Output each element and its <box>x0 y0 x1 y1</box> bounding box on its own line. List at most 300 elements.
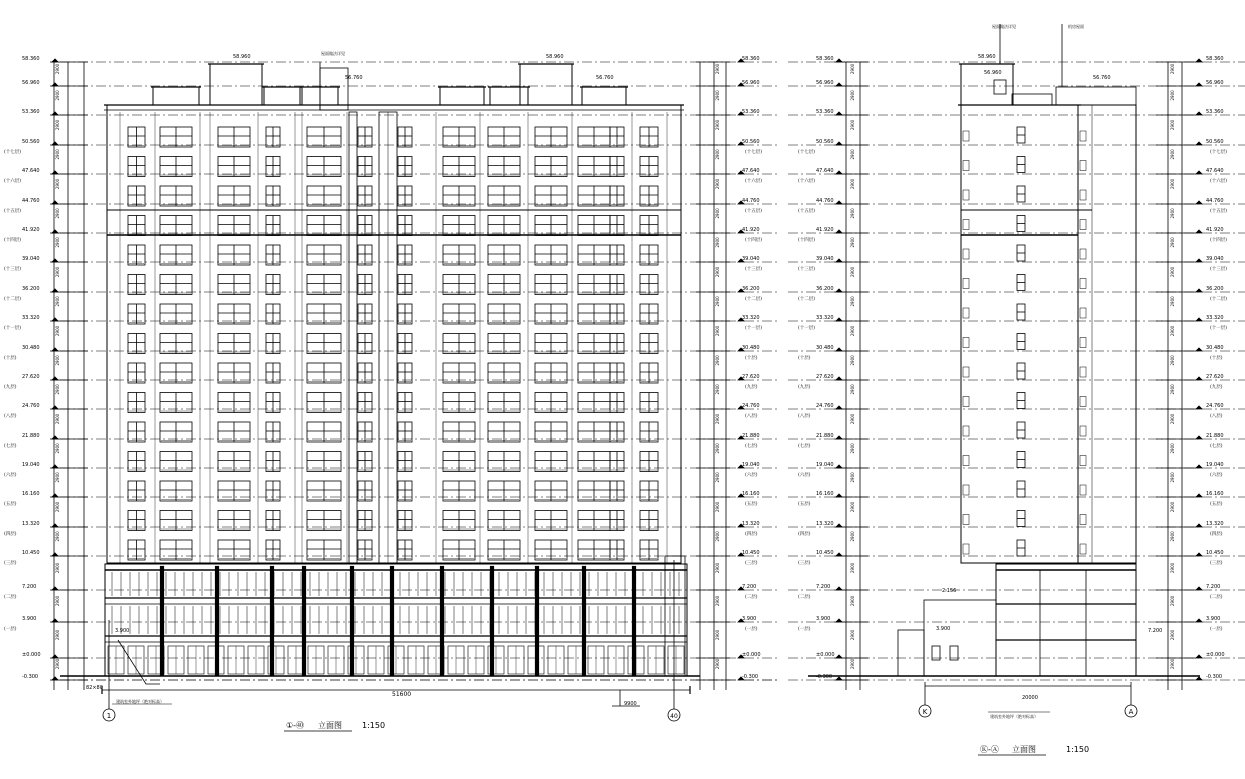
floor-tag: (一层) <box>745 627 758 632</box>
dim-text: 2900 <box>55 413 60 424</box>
svg-text:立面图: 立面图 <box>1012 745 1036 754</box>
dim-text: 2900 <box>850 595 855 606</box>
front-bottom-note: 建筑室外地坪（绝对标高） <box>116 699 164 704</box>
floor-tag: (八层) <box>4 414 17 419</box>
window <box>398 511 412 531</box>
side-corner-window <box>963 161 969 171</box>
dim-text: 2900 <box>850 63 855 74</box>
dim-text: 2900 <box>55 266 60 277</box>
level-marker <box>52 377 58 380</box>
floor-tag: (八层) <box>798 414 811 419</box>
side-machine-window <box>994 80 1006 94</box>
window <box>640 127 658 147</box>
dim-text: 2900 <box>55 384 60 395</box>
floor-tag: (三层) <box>798 561 811 566</box>
level-label: 39.040 <box>1206 256 1224 262</box>
podium-column <box>302 566 306 676</box>
side-corner-window <box>963 456 969 466</box>
side-corner-window <box>963 279 969 289</box>
dim-text: 2900 <box>1170 658 1175 669</box>
level-label: 7.200 <box>816 584 831 590</box>
floor-tag: (十六层) <box>1210 179 1228 184</box>
dim-text: 2900 <box>715 208 720 219</box>
floor-tag: (五层) <box>1210 502 1223 507</box>
window <box>160 275 192 295</box>
window <box>535 127 567 147</box>
window <box>218 127 250 147</box>
dim-text: 2900 <box>850 119 855 130</box>
level-marker <box>1196 587 1202 590</box>
side-callout-note-a: 屋面做法详见 <box>992 24 1016 29</box>
side-entry <box>898 630 924 676</box>
level-label: 3.900 <box>742 616 757 622</box>
window <box>610 216 624 236</box>
window <box>610 275 624 295</box>
level-label: 30.480 <box>22 345 40 351</box>
window <box>610 540 624 560</box>
roof-parapet <box>153 87 199 105</box>
window <box>488 334 520 354</box>
window <box>535 304 567 324</box>
level-marker <box>1196 655 1202 658</box>
window <box>266 452 280 472</box>
floor-tag: (五层) <box>4 502 17 507</box>
floor-tag: (九层) <box>4 385 17 390</box>
level-label: 21.880 <box>742 433 760 439</box>
level-marker <box>52 465 58 468</box>
dim-text: 2900 <box>850 413 855 424</box>
dim-text: 2900 <box>1170 562 1175 573</box>
roof-parapet <box>582 87 626 105</box>
svg-text:K: K <box>922 708 928 716</box>
level-marker <box>52 289 58 292</box>
window <box>160 481 192 501</box>
dim-text: 2900 <box>715 384 720 395</box>
dim-text: 2900 <box>1170 178 1175 189</box>
level-marker <box>1196 230 1202 233</box>
window <box>535 186 567 206</box>
window <box>578 393 610 413</box>
level-marker <box>52 524 58 527</box>
window <box>398 540 412 560</box>
window <box>640 511 658 531</box>
dim-text: 2900 <box>715 355 720 366</box>
side-podium-elev-b: 3.900 <box>936 626 951 632</box>
window <box>128 363 145 383</box>
level-marker <box>836 553 842 556</box>
side-corner-window <box>1080 131 1086 141</box>
level-marker <box>836 259 842 262</box>
dim-text: 2900 <box>715 472 720 483</box>
window <box>358 127 372 147</box>
side-corner-window <box>1080 220 1086 230</box>
window <box>307 275 341 295</box>
front-roof-elev-c: 56.760 <box>345 75 363 81</box>
dim-text: 2900 <box>55 208 60 219</box>
side-corner-window <box>963 190 969 200</box>
level-label: 36.200 <box>742 286 760 292</box>
level-marker <box>836 677 842 680</box>
level-label: 39.040 <box>816 256 834 262</box>
window <box>443 511 475 531</box>
dim-text: 2900 <box>55 501 60 512</box>
floor-tag: (十三层) <box>798 267 816 272</box>
floor-tag: (十三层) <box>1210 267 1228 272</box>
window <box>307 127 341 147</box>
podium-column <box>440 566 444 676</box>
window <box>160 334 192 354</box>
window <box>266 216 280 236</box>
level-marker <box>836 230 842 233</box>
window <box>535 422 567 442</box>
level-marker <box>52 619 58 622</box>
level-marker <box>52 142 58 145</box>
level-label: 50.560 <box>742 139 760 145</box>
window <box>443 157 475 177</box>
front-dim-bottom-left: 82×80 <box>86 685 103 691</box>
level-marker <box>836 377 842 380</box>
front-axis-bubble-right <box>668 709 680 721</box>
window <box>488 275 520 295</box>
level-marker <box>1196 83 1202 86</box>
side-roof-wing <box>1056 87 1136 105</box>
window <box>266 157 280 177</box>
dim-text: 2900 <box>1170 384 1175 395</box>
level-marker <box>836 112 842 115</box>
svg-text:Ⓚ-Ⓐ: Ⓚ-Ⓐ <box>980 745 999 754</box>
level-marker <box>52 655 58 658</box>
level-label: 7.200 <box>1206 584 1221 590</box>
floor-tag: (六层) <box>4 473 17 478</box>
window <box>488 511 520 531</box>
dim-text: 2900 <box>1170 119 1175 130</box>
window <box>443 540 475 560</box>
level-label: 30.480 <box>742 345 760 351</box>
floor-tag: (四层) <box>4 532 17 537</box>
window <box>610 157 624 177</box>
floor-tag: (十五层) <box>1210 209 1228 214</box>
window <box>443 481 475 501</box>
dim-text: 2900 <box>1170 149 1175 160</box>
window <box>128 422 145 442</box>
dim-text: 2900 <box>850 237 855 248</box>
dim-text: 2900 <box>715 237 720 248</box>
level-label: 19.040 <box>816 462 834 468</box>
side-roof-step <box>1012 94 1052 105</box>
dim-text: 2900 <box>55 149 60 160</box>
side-corner-window <box>963 426 969 436</box>
window <box>128 334 145 354</box>
level-label: 47.640 <box>816 168 834 174</box>
dim-text: 2900 <box>55 325 60 336</box>
dim-text: 2900 <box>55 443 60 454</box>
dim-text: 2900 <box>1170 595 1175 606</box>
window <box>307 186 341 206</box>
floor-tag: (三层) <box>4 561 17 566</box>
level-marker <box>836 142 842 145</box>
level-label: 41.920 <box>816 227 834 233</box>
window <box>358 481 372 501</box>
level-label: 3.900 <box>816 616 831 622</box>
side-corner-window <box>1080 161 1086 171</box>
window <box>578 186 610 206</box>
window <box>640 275 658 295</box>
dim-text: 2900 <box>715 266 720 277</box>
window <box>640 481 658 501</box>
svg-text:立面图: 立面图 <box>318 721 342 730</box>
window <box>307 334 341 354</box>
level-label: 13.320 <box>1206 521 1224 527</box>
level-label: 24.760 <box>742 403 760 409</box>
window <box>128 540 145 560</box>
dim-text: 2900 <box>850 562 855 573</box>
window <box>535 540 567 560</box>
level-label: 16.160 <box>742 491 760 497</box>
side-total-width: 20000 <box>1022 695 1038 701</box>
window <box>488 157 520 177</box>
level-label: 3.900 <box>1206 616 1221 622</box>
floor-tag: (九层) <box>745 385 758 390</box>
window <box>640 452 658 472</box>
window <box>535 393 567 413</box>
side-corner-window <box>1080 426 1086 436</box>
dim-text: 2900 <box>850 384 855 395</box>
dim-text: 2900 <box>715 119 720 130</box>
dim-text: 2900 <box>715 658 720 669</box>
window <box>307 216 341 236</box>
window <box>488 127 520 147</box>
svg-text:A: A <box>1128 708 1134 716</box>
front-title-block <box>284 720 385 731</box>
dim-text: 2900 <box>55 562 60 573</box>
level-marker <box>1196 142 1202 145</box>
front-callout-note: 屋面做法详见 <box>321 51 345 56</box>
floor-tag: (十层) <box>1210 356 1223 361</box>
dim-text: 2900 <box>715 562 720 573</box>
side-corner-window <box>963 249 969 259</box>
window <box>128 393 145 413</box>
window <box>488 481 520 501</box>
window <box>307 157 341 177</box>
dim-text: 2900 <box>1170 266 1175 277</box>
window <box>307 511 341 531</box>
floor-tag: (十一层) <box>745 326 763 331</box>
side-corner-window <box>963 515 969 525</box>
floor-tag: (七层) <box>4 444 17 449</box>
level-marker <box>52 59 58 62</box>
window <box>610 393 624 413</box>
floor-tag: (十一层) <box>4 326 22 331</box>
floor-tag: (七层) <box>745 444 758 449</box>
dim-text: 2900 <box>1170 296 1175 307</box>
dim-text: 2900 <box>55 658 60 669</box>
floor-tag: (三层) <box>745 561 758 566</box>
side-corner-window <box>1080 308 1086 318</box>
floor-tag: (十层) <box>798 356 811 361</box>
window <box>578 481 610 501</box>
callout-box <box>320 68 348 110</box>
level-label: 33.320 <box>816 315 834 321</box>
dim-text: 2900 <box>1170 237 1175 248</box>
floor-tag: (六层) <box>798 473 811 478</box>
floor-tag: (十二层) <box>1210 297 1228 302</box>
level-marker <box>1196 677 1202 680</box>
window <box>535 363 567 383</box>
dim-text: 2900 <box>715 595 720 606</box>
window <box>398 393 412 413</box>
level-label: -0.300 <box>1206 674 1223 680</box>
dim-text: 2900 <box>715 178 720 189</box>
window <box>610 334 624 354</box>
level-marker <box>836 83 842 86</box>
side-wing-outline <box>1078 105 1136 563</box>
podium-column <box>535 566 539 676</box>
level-marker <box>52 553 58 556</box>
level-marker <box>1196 553 1202 556</box>
level-marker <box>52 494 58 497</box>
level-marker <box>1196 259 1202 262</box>
floor-tag: (八层) <box>1210 414 1223 419</box>
svg-text:①-㊵: ①-㊵ <box>286 721 305 730</box>
level-label: 7.200 <box>742 584 757 590</box>
window <box>398 127 412 147</box>
window <box>640 186 658 206</box>
level-label: 30.480 <box>816 345 834 351</box>
dim-text: 2900 <box>715 629 720 640</box>
level-label: 58.360 <box>1206 56 1224 62</box>
window <box>610 511 624 531</box>
dim-text: 2900 <box>850 208 855 219</box>
floor-tag: (十一层) <box>798 326 816 331</box>
level-label: -0.300 <box>816 674 833 680</box>
front-total-width: 51600 <box>392 691 412 698</box>
side-corner-window <box>963 544 969 554</box>
floor-tag: (一层) <box>1210 627 1223 632</box>
floor-tag: (九层) <box>798 385 811 390</box>
window <box>266 540 280 560</box>
side-corner-window <box>963 131 969 141</box>
window <box>266 275 280 295</box>
front-roof-elev-d: 56.760 <box>596 75 614 81</box>
dim-text: 2900 <box>850 472 855 483</box>
level-label: 47.640 <box>22 168 40 174</box>
window <box>535 216 567 236</box>
roof-parapet <box>264 87 300 105</box>
window <box>358 157 372 177</box>
side-corner-window <box>963 367 969 377</box>
floor-tag: (十六层) <box>745 179 763 184</box>
floor-tag: (七层) <box>1210 444 1223 449</box>
level-label: 56.960 <box>742 80 760 86</box>
window <box>578 127 610 147</box>
level-label: 53.360 <box>742 109 760 115</box>
window <box>218 393 250 413</box>
window <box>358 540 372 560</box>
level-marker <box>1196 524 1202 527</box>
window <box>128 216 145 236</box>
level-marker <box>1196 318 1202 321</box>
level-marker <box>836 171 842 174</box>
level-label: 33.320 <box>1206 315 1224 321</box>
window <box>398 157 412 177</box>
floor-tag: (十七层) <box>745 150 763 155</box>
level-label: 10.450 <box>816 550 834 556</box>
dim-text: 2900 <box>55 472 60 483</box>
window <box>578 334 610 354</box>
dim-text: 2900 <box>850 178 855 189</box>
podium-column <box>390 566 394 676</box>
window <box>640 157 658 177</box>
level-label: 16.160 <box>816 491 834 497</box>
floor-tag: (十层) <box>4 356 17 361</box>
dim-text: 2900 <box>55 595 60 606</box>
window <box>160 186 192 206</box>
window <box>307 540 341 560</box>
level-label: 41.920 <box>22 227 40 233</box>
level-marker <box>1196 289 1202 292</box>
dim-text: 2900 <box>715 325 720 336</box>
level-marker <box>52 259 58 262</box>
dim-text: 2900 <box>715 296 720 307</box>
level-label: 56.960 <box>816 80 834 86</box>
window <box>535 481 567 501</box>
side-axis-bubble-left <box>919 705 931 717</box>
roof-parapet <box>490 87 528 105</box>
floor-tag: (六层) <box>745 473 758 478</box>
floor-tag: (十七层) <box>798 150 816 155</box>
level-label: 13.320 <box>742 521 760 527</box>
dim-text: 2900 <box>55 296 60 307</box>
level-label: 53.360 <box>1206 109 1224 115</box>
side-elevation <box>788 24 1245 719</box>
level-marker <box>836 465 842 468</box>
level-label: 39.040 <box>742 256 760 262</box>
side-callout-note-b: 机房屋面 <box>1068 24 1084 29</box>
dim-text: 2900 <box>1170 531 1175 542</box>
side-corner-window <box>1080 456 1086 466</box>
side-corner-window <box>1080 279 1086 289</box>
level-marker <box>836 348 842 351</box>
window <box>358 393 372 413</box>
dim-text: 2900 <box>850 266 855 277</box>
level-marker <box>836 655 842 658</box>
window <box>307 393 341 413</box>
window <box>266 511 280 531</box>
window <box>443 216 475 236</box>
level-marker <box>1196 494 1202 497</box>
dim-text: 2900 <box>1170 472 1175 483</box>
level-marker <box>52 348 58 351</box>
side-corner-window <box>1080 544 1086 554</box>
window <box>443 186 475 206</box>
level-label: -0.300 <box>22 674 39 680</box>
floor-tag: (十四层) <box>745 238 763 243</box>
window <box>398 481 412 501</box>
window <box>398 216 412 236</box>
level-marker <box>1196 59 1202 62</box>
dim-text: 2900 <box>1170 208 1175 219</box>
window <box>160 216 192 236</box>
level-label: 13.320 <box>22 521 40 527</box>
floor-tag: (二层) <box>4 595 17 600</box>
level-label: 7.200 <box>22 584 37 590</box>
side-roof-elev-b: 56.960 <box>984 70 1002 76</box>
dim-text: 2900 <box>850 90 855 101</box>
level-label: 58.360 <box>742 56 760 62</box>
roof-parapet <box>440 87 484 105</box>
window <box>578 275 610 295</box>
level-label: 41.920 <box>1206 227 1224 233</box>
